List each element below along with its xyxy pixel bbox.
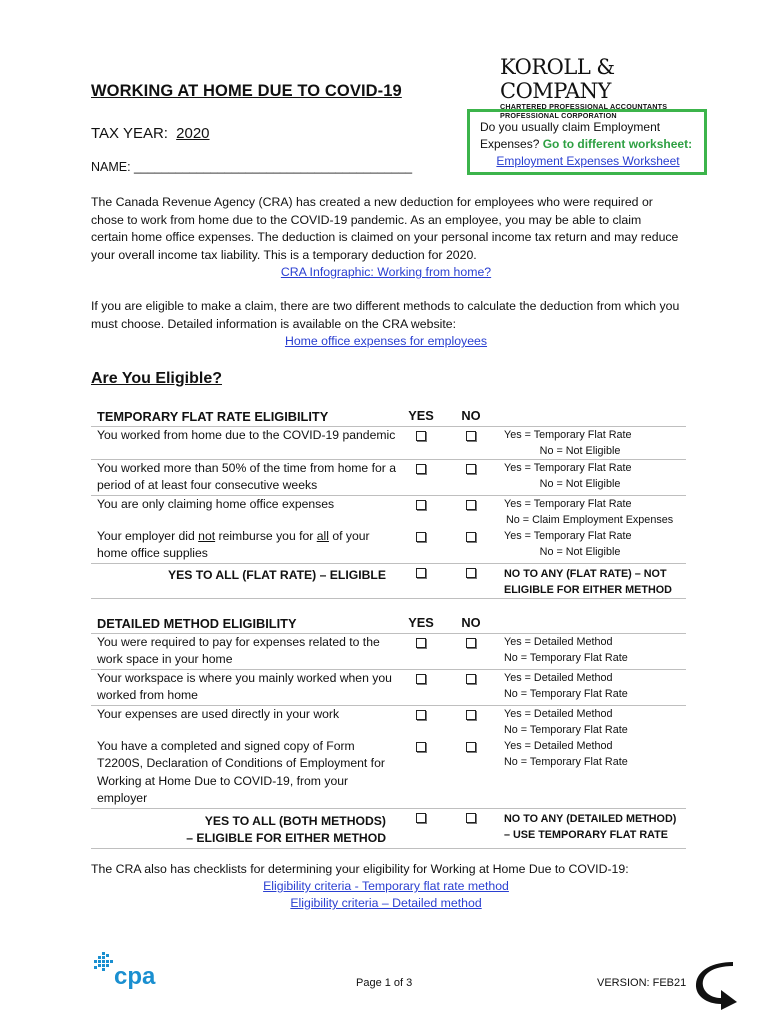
tax-year-field (91, 125, 214, 142)
question-text: You worked from home due to the COVID-19 pandemic (91, 426, 396, 459)
home-office-expenses-link[interactable]: Home office expenses for employees (284, 334, 488, 348)
yes-header: YES (396, 615, 446, 633)
tax-year-value[interactable]: 2020 (176, 125, 210, 142)
answer-key: Yes = Detailed Method No = Temporary Flat Rate (496, 633, 686, 669)
version-label: VERSION: FEB21 (597, 977, 687, 989)
checklists-text: The CRA also has checklists for determining your eligibility for Working at Home Due to COVID-19: (91, 862, 629, 876)
no-checkbox[interactable] (466, 500, 476, 510)
question-text: You have a completed and signed copy of Form T2200S, Declaration of Conditions of Employment for Working at Home Due to COVID-19, from your employer (91, 738, 396, 809)
no-checkbox[interactable] (466, 742, 476, 752)
question-text: You worked more than 50% of the time from home for a period of at least four consecutive weeks (91, 459, 396, 495)
cpa-logo (92, 950, 172, 999)
yes-checkbox[interactable] (416, 638, 426, 648)
logo-name: KOROLL & COMPANY (500, 55, 615, 103)
flat-rate-table (91, 408, 686, 599)
name-field[interactable]: NAME: ________________________________________ (91, 160, 413, 174)
answer-key: Yes = Detailed Method No = Temporary Flat Rate (504, 707, 628, 736)
callout-instruction: Go to different worksheet: (542, 137, 693, 151)
detailed-method-table (91, 615, 686, 849)
logo-line-2: PROFESSIONAL CORPORATION (500, 110, 617, 120)
table-row (91, 738, 686, 809)
answer-key: Yes = Temporary Flat Rate No = Not Eligible (496, 426, 686, 459)
no-checkbox[interactable] (466, 710, 476, 720)
yes-checkbox[interactable] (416, 500, 426, 510)
detailed-summary: YES TO ALL (BOTH METHODS) – ELIGIBLE FOR EITHER METHOD (91, 808, 396, 848)
checklist-link-row-1 (91, 879, 681, 893)
answer-key: Yes = Temporary Flat Rate No = Claim Employment Expenses (504, 497, 674, 526)
answer-key: Yes = Detailed Method No = Temporary Flat Rate (496, 669, 686, 705)
question-text: You are only claiming home office expenses (97, 496, 335, 511)
yes-checkbox[interactable] (416, 568, 426, 578)
no-checkbox[interactable] (466, 431, 476, 441)
yes-checkbox[interactable] (416, 742, 426, 752)
methods-link-row (91, 334, 681, 348)
answer-key: Yes = Temporary Flat Rate No = Not Eligible (496, 459, 686, 495)
detailed-criteria-link[interactable]: Eligibility criteria – Detailed method (290, 896, 482, 910)
no-checkbox[interactable] (466, 568, 476, 578)
table-header (91, 408, 686, 426)
no-checkbox[interactable] (466, 464, 476, 474)
table-row (91, 669, 686, 705)
summary-row (91, 808, 686, 848)
employment-expenses-link[interactable]: Employment Expenses Worksheet (496, 154, 680, 168)
methods-paragraph: If you are eligible to make a claim, there are two different methods to calculate the deduction from which you must choose. Detailed information is available on the CRA website: (91, 299, 680, 331)
no-checkbox[interactable] (466, 638, 476, 648)
cra-infographic-link[interactable]: CRA Infographic: Working from home? (280, 265, 492, 279)
logo-line-1: CHARTERED PROFESSIONAL ACCOUNTANTS (500, 102, 668, 111)
table-row (91, 528, 686, 564)
no-header: NO (446, 408, 496, 426)
no-header: NO (446, 615, 496, 633)
callout-question: Expenses? (480, 137, 540, 151)
flat-rate-criteria-link[interactable]: Eligibility criteria - Temporary flat rate method (263, 879, 509, 893)
table-row (91, 459, 686, 495)
table-row (91, 705, 686, 738)
callout-line-2 (480, 136, 704, 153)
eligibility-heading: Are You Eligible? (91, 370, 222, 387)
flat-rate-summary: YES TO ALL (FLAT RATE) – ELIGIBLE (91, 563, 396, 598)
callout-line-1: Do you usually claim Employment (480, 120, 661, 134)
yes-checkbox[interactable] (416, 431, 426, 441)
yes-checkbox[interactable] (416, 532, 426, 542)
table-row (91, 426, 686, 459)
question-text: You were required to pay for expenses related to the work space in your home (91, 633, 396, 669)
no-checkbox[interactable] (466, 813, 476, 823)
next-page-arrow-icon[interactable] (693, 960, 741, 1015)
table-header (91, 615, 686, 633)
answer-key: Yes = Temporary Flat Rate No = Not Eligible (496, 528, 686, 564)
yes-checkbox[interactable] (416, 813, 426, 823)
question-text: Your employer did not reimburse you for all of your home office supplies (91, 528, 396, 564)
question-text: Your workspace is where you mainly worked when you worked from home (91, 669, 396, 705)
yes-header: YES (396, 408, 446, 426)
flat-rate-heading: TEMPORARY FLAT RATE ELIGIBILITY (91, 408, 396, 426)
page-number: Page 1 of 3 (356, 977, 413, 989)
yes-checkbox[interactable] (416, 464, 426, 474)
no-checkbox[interactable] (466, 674, 476, 684)
question-text: Your expenses are used directly in your work (97, 706, 340, 721)
table-row (91, 633, 686, 669)
no-checkbox[interactable] (466, 532, 476, 542)
tax-year-label: TAX YEAR: (91, 125, 168, 142)
svg-text:cpa: cpa (114, 963, 156, 990)
table-row (91, 495, 686, 528)
flat-rate-summary-answer: NO TO ANY (FLAT RATE) – NOT ELIGIBLE FOR EITHER METHOD (496, 563, 686, 598)
detailed-summary-answer: NO TO ANY (DETAILED METHOD) – USE TEMPORARY FLAT RATE (496, 808, 686, 848)
page-title: WORKING AT HOME DUE TO COVID-19 (91, 82, 402, 100)
intro-link-row (91, 265, 681, 279)
yes-checkbox[interactable] (416, 710, 426, 720)
summary-row (91, 563, 686, 598)
yes-checkbox[interactable] (416, 674, 426, 684)
detailed-method-heading: DETAILED METHOD ELIGIBILITY (91, 615, 396, 633)
checklist-link-row-2 (91, 896, 681, 910)
answer-key: Yes = Detailed Method No = Temporary Flat Rate (496, 738, 686, 809)
intro-paragraph: The Canada Revenue Agency (CRA) has created a new deduction for employees who were required or chose to work from home due to the COVID-19 pandemic. As an employee, you may be able to claim certain home office expenses. The deduction is claimed on your personal income tax return and may reduce your overall income tax liability. This is a temporary deduction for 2020. (91, 195, 679, 262)
employment-expenses-callout (467, 109, 707, 175)
